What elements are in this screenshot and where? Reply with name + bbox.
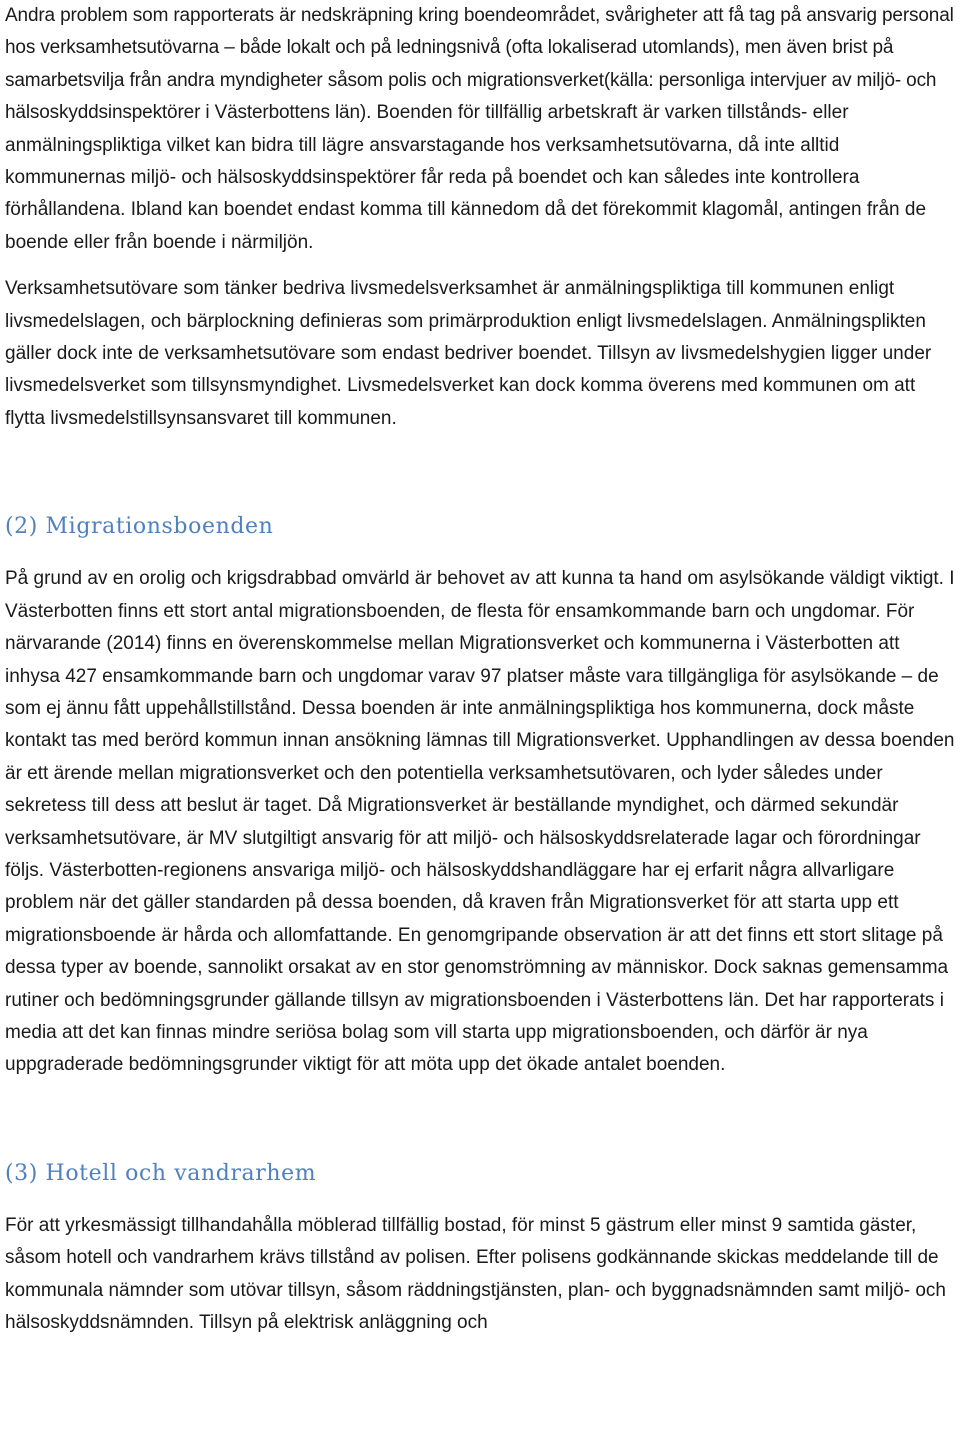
heading-spacer — [5, 1190, 957, 1210]
section-body-hotell-och-vandrarhem: För att yrkesmässigt tillhandahålla möblerad tillfällig bostad, för minst 5 gästrum eller minst 9 samtida gäster, såsom hotell och vandrarhem krävs tillstånd av polisen. Efter polisens godkännande skickas meddelande till de kommunala nämnder som utövar tillsyn, såsom räddningstjänsten, plan- och byggnadsnämnden samt miljö- och hälsoskyddsnämnden. Tillsyn på elektrisk anläggning och — [5, 1214, 946, 1333]
intro-paragraph-2: Verksamhetsutövare som tänker bedriva livsmedelsverksamhet är anmälningspliktiga till kommunen enligt livsmedelslagen, och bärplockning definieras som primärproduktion enligt livsmedelslagen. Anmälningsplikten gäller dock inte de verksamhetsutövare som endast bedriver boendet. Tillsyn av livsmedelshygien ligger under livsmedelsverket som tillsynsmyndighet. Livsmedelsverket kan dock komma överens med kommunen om att flytta livsmedelstillsynsansvaret till kommunen. — [5, 278, 932, 429]
section-heading-hotell-och-vandrarhem: (3) Hotell och vandrarhem — [5, 1160, 317, 1186]
paragraph-spacer — [5, 259, 957, 273]
section-heading-migrationsboenden: (2) Migrationsboenden — [5, 514, 274, 540]
intro-paragraph-1 — [5, 0, 957, 259]
section-body-migrationsboenden: På grund av en orolig och krigsdrabbad omvärld är behovet av att kunna ta hand om asylsökande väldigt viktigt. I Västerbotten finns ett stort antal migrationsboenden, de flesta för ensamkommande barn och ungdomar. För närvarande (2014) finns en överenskommelse mellan Migrationsverket och kommunerna i Västerbotten att inhysa 427 ensamkommande barn och ungdomar varav 97 platser måste vara tillgängliga för asylsökande – de som ej ännu fått uppehållstillstånd. Dessa boenden är inte anmälningspliktiga hos kommunerna, dock måste kontakt tas med berörd kommun innan ansökning lämnas till Migrationsverket. Upphandlingen av dessa boenden är ett ärende mellan migrationsverket och den potentiella verksamhetsutövaren, och lyder således under sekretess till dess att beslut är taget. Då Migrationsverket är beställande myndighet, och därmed sekundär verksamhetsutövare, är MV slutgiltigt ansvarig för att miljö- och hälsoskyddsrelaterade lagar och förordningar följs. Västerbotten-regionens ansvariga miljö- och hälsoskyddshandläggare har ej erfarit några allvarligare problem när det gäller standarden på dessa boenden, då kraven från Migrationsverket för att starta upp ett migrationsboende är hårda och allomfattande. En genomgripande observation är att det finns ett stort slitage på dessa typer av boende, sannolikt orsakat av en stor genomströmning av människor. Dock saknas gemensamma rutiner och bedömningsgrunder gällande tillsyn av migrationsboenden i Västerbottens län. Det har rapporterats i media att det kan finnas mindre seriösa bolag som vill starta upp migrationsboenden, och därför är nya uppgraderade bedömningsgrunder viktigt för att möta upp det ökade antalet boenden. — [5, 568, 955, 1076]
section-spacer — [5, 1082, 957, 1158]
intro-paragraph-1-part-1: Andra problem som rapporterats är nedskräpning kring boendeområdet, svårigheter att få tag på ansvarig personal hos verksamhetsutövarna – både lokalt och på ledningsnivå (ofta lokaliserad utomlands), men även brist på samarbetsvilja från andra myndigheter såsom polis och migrationsverket(källa: personliga intervjuer av miljö- och hälsoskyddsinspektörer i Västerbottens län). — [5, 5, 954, 124]
section-spacer — [5, 435, 957, 511]
heading-spacer — [5, 543, 957, 563]
document-page — [5, 0, 957, 1339]
intro-paragraph-1-part-2: Boenden för tillfällig arbetskraft är varken tillstånds- eller anmälningspliktiga vilket kan bidra till lägre ansvarstagande hos verksamhetsutövarna, då inte alltid kommunernas miljö- och hälsoskyddsinspektörer får reda på boendet och kan således inte kontrollera förhållandena. Ibland kan boendet endast komma till kännedom då det förekommit klagomål, antingen från de boende eller från boende i närmiljön. — [5, 102, 927, 253]
